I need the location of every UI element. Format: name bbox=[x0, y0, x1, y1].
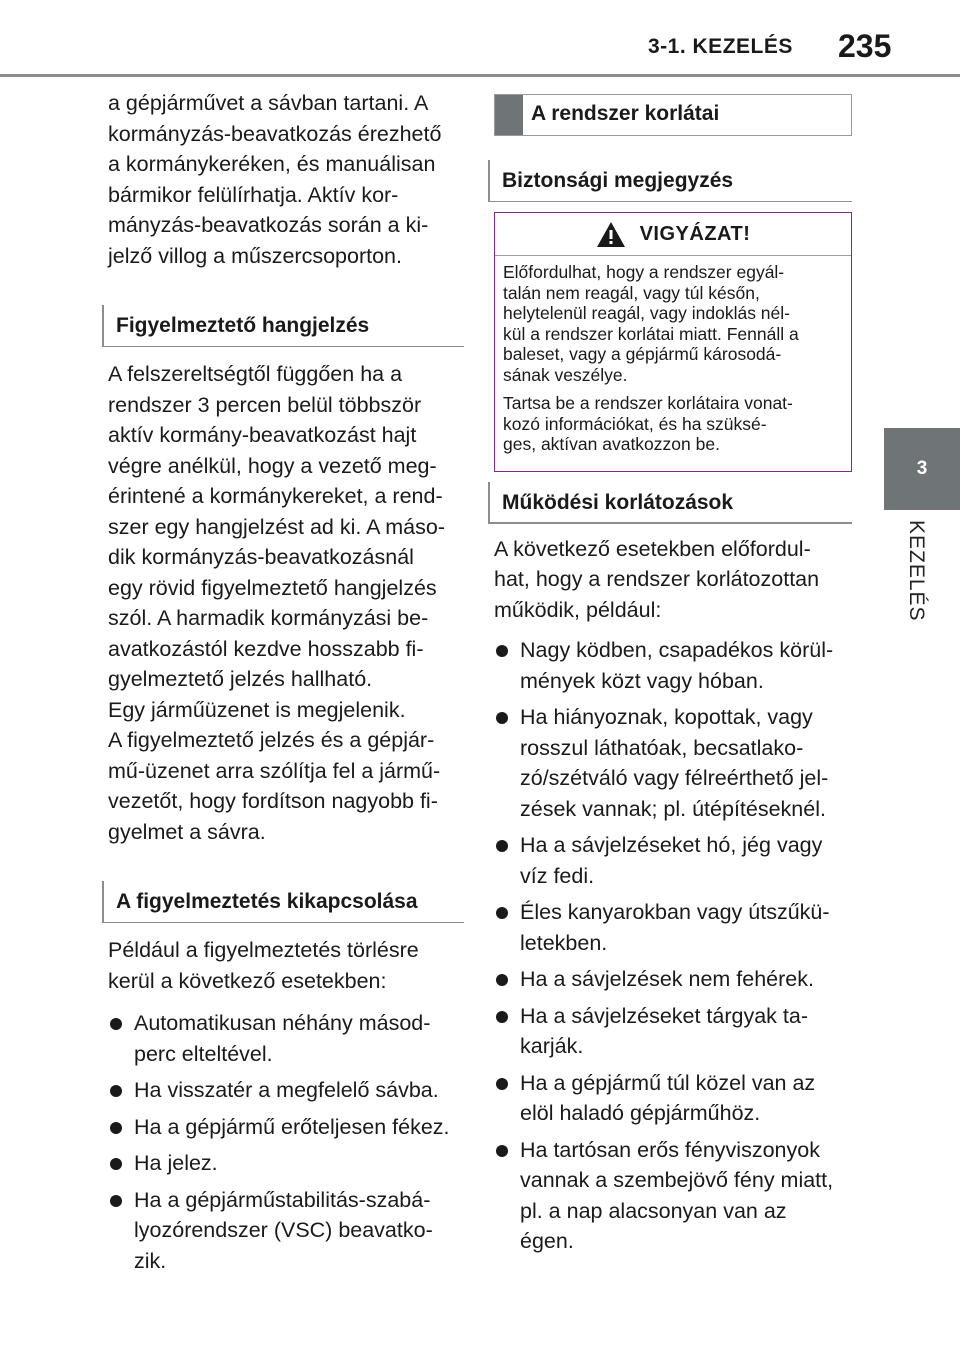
text-line: kozó információkat, és ha szüksé- bbox=[503, 413, 767, 434]
text-line: működik, például: bbox=[494, 597, 662, 622]
text-line: szer egy hangjelzést ad ki. A máso- bbox=[108, 514, 446, 539]
list-item bbox=[108, 1075, 464, 1106]
text-line: Automatikusan néhány másod- bbox=[134, 1011, 431, 1035]
page-number: 235 bbox=[838, 28, 892, 64]
text-line: helytelenül reagál, vagy indoklás nél- bbox=[503, 303, 790, 323]
text-line: víz fedi. bbox=[520, 863, 595, 888]
section-heading-box bbox=[494, 94, 852, 136]
chapter-tab-label: KEZELÉS bbox=[905, 520, 928, 622]
warning-title: VIGYÁZAT! bbox=[639, 222, 751, 245]
text-line: Ha a gépjármű túl közel van az bbox=[520, 1070, 816, 1095]
text-line: zések vannak; pl. útépítéseknél. bbox=[520, 796, 826, 821]
list-item bbox=[108, 1112, 464, 1143]
text-line: hat, hogy a rendszer korlátozottan bbox=[494, 567, 820, 591]
limits-list bbox=[494, 635, 852, 1257]
limits-paragraph bbox=[494, 534, 852, 626]
text-line: ges, aktívan avatkozzon be. bbox=[503, 434, 720, 454]
warning-triangle-icon bbox=[596, 221, 626, 248]
list-item bbox=[494, 1068, 852, 1129]
text-line: kül a rendszer korlátai miatt. Fennáll a bbox=[503, 323, 799, 344]
text-line: A felszereltségtől függően ha a bbox=[108, 362, 403, 386]
text-line: A figyelmeztető jelzés és a gépjár- bbox=[108, 728, 435, 752]
subheading-operating-limits: Működési korlátozások bbox=[494, 482, 852, 524]
text-line: mények közt vagy hóban. bbox=[520, 668, 764, 693]
heading-accent-bar bbox=[495, 95, 523, 135]
text-line: gyelmet a sávra. bbox=[108, 819, 266, 844]
warning-paragraph bbox=[503, 393, 843, 455]
text-line: zó/szétváló vagy félreérthető jel- bbox=[520, 766, 829, 790]
list-item bbox=[494, 702, 852, 824]
section-title: 3-1. KEZELÉS bbox=[648, 35, 793, 58]
text-line: Ha jelez. bbox=[134, 1151, 218, 1175]
text-line: baleset, vagy a gépjármű károsodá- bbox=[503, 344, 782, 364]
text-line: letekben. bbox=[520, 930, 608, 955]
text-line: Ha a sávjelzéseket tárgyak ta- bbox=[520, 1003, 808, 1028]
list-item bbox=[494, 635, 852, 696]
text-line: kormányzás-beavatkozás érezhető bbox=[108, 121, 442, 146]
subheading-safety-note: Biztonsági megjegyzés bbox=[494, 160, 852, 202]
text-line: lyozórendszer (VSC) beavatko- bbox=[134, 1218, 433, 1242]
text-line: Ha a sávjelzések nem fehérek. bbox=[520, 967, 814, 991]
warning-off-paragraph bbox=[108, 935, 464, 996]
text-line: karják. bbox=[520, 1034, 584, 1058]
list-item bbox=[108, 1148, 464, 1179]
subheading-warning-sound: Figyelmeztető hangjelzés bbox=[108, 305, 464, 347]
text-line: Éles kanyarokban vagy útszűkü- bbox=[520, 900, 830, 924]
left-column bbox=[108, 88, 464, 1282]
right-column bbox=[494, 94, 852, 1263]
text-line: Ha hiányoznak, kopottak, vagy bbox=[520, 705, 813, 729]
warning-paragraph bbox=[503, 262, 843, 385]
text-line: elöl haladó gépjárműhöz. bbox=[520, 1101, 761, 1125]
warning-box bbox=[494, 212, 852, 472]
text-line: dik kormányzás-beavatkozásnál bbox=[108, 545, 414, 569]
text-line: érintené a kormánykereket, a rend- bbox=[108, 484, 443, 508]
text-line: pl. a nap alacsonyan van az bbox=[520, 1198, 787, 1223]
text-line: mányzás-beavatkozás során a ki- bbox=[108, 213, 429, 237]
text-line: Ha a gépjármű erőteljesen fékez. bbox=[134, 1114, 450, 1139]
cancel-conditions-list bbox=[108, 1008, 464, 1276]
list-item bbox=[108, 1185, 464, 1277]
text-line: talán nem reagál, vagy túl későn, bbox=[503, 282, 760, 303]
text-line: perc elteltével. bbox=[134, 1041, 273, 1066]
text-line: aktív kormány-beavatkozást hajt bbox=[108, 423, 417, 447]
list-item bbox=[494, 964, 852, 995]
list-item bbox=[108, 1008, 464, 1069]
chapter-tab: 3 bbox=[884, 428, 960, 510]
intro-paragraph bbox=[108, 88, 464, 271]
text-line: vannak a szembejövő fény miatt, bbox=[520, 1168, 834, 1192]
list-item bbox=[494, 830, 852, 891]
text-line: Előfordulhat, hogy a rendszer egyál- bbox=[503, 262, 785, 282]
text-line: vezetőt, hogy fordítson nagyobb fi- bbox=[108, 789, 438, 813]
section-heading: A rendszer korlátai bbox=[531, 102, 720, 125]
text-line: gyelmeztető jelzés hallható. bbox=[108, 667, 373, 691]
text-line: sának veszélye. bbox=[503, 364, 628, 385]
text-line: rosszul láthatóak, becsatlako- bbox=[520, 735, 804, 760]
text-line: végre anélkül, hogy a vezető meg- bbox=[108, 453, 437, 478]
text-line: bármikor felülírhatja. Aktív kor- bbox=[108, 182, 399, 207]
subheading-warning-off: A figyelmeztetés kikapcsolása bbox=[108, 881, 464, 923]
text-line: Egy járműüzenet is megjelenik. bbox=[108, 697, 406, 722]
text-line: szól. A harmadik kormányzási be- bbox=[108, 606, 429, 630]
text-line: zik. bbox=[134, 1248, 167, 1273]
warning-header bbox=[495, 213, 851, 256]
text-line: a kormánykeréken, és manuálisan bbox=[108, 152, 436, 176]
text-line: Ha a sávjelzéseket hó, jég vagy bbox=[520, 833, 823, 857]
list-item bbox=[494, 897, 852, 958]
text-line: Tartsa be a rendszer korlátaira vonat- bbox=[503, 393, 793, 413]
header-divider bbox=[0, 74, 960, 77]
text-line: a gépjárművet a sávban tartani. A bbox=[108, 91, 429, 115]
list-item bbox=[494, 1001, 852, 1062]
text-line: Ha tartósan erős fényviszonyok bbox=[520, 1137, 820, 1162]
text-line: kerül a következő esetekben: bbox=[108, 968, 387, 993]
warning-body bbox=[495, 256, 851, 471]
text-line: Ha a gépjárműstabilitás-szabá- bbox=[134, 1187, 431, 1212]
text-line: mű-üzenet arra szólítja fel a jármű- bbox=[108, 758, 441, 783]
warning-sound-paragraph bbox=[108, 359, 464, 847]
text-line: rendszer 3 percen belül többször bbox=[108, 392, 422, 417]
list-item bbox=[494, 1135, 852, 1257]
text-line: egy rövid figyelmeztető hangjelzés bbox=[108, 575, 437, 600]
text-line: jelző villog a műszercsoporton. bbox=[108, 243, 402, 268]
text-line: égen. bbox=[520, 1229, 574, 1253]
text-line: Például a figyelmeztetés törlésre bbox=[108, 938, 419, 962]
text-line: Nagy ködben, csapadékos körül- bbox=[520, 638, 834, 662]
text-line: avatkozástól kezdve hosszabb fi- bbox=[108, 636, 424, 661]
text-line: A következő esetekben előfordul- bbox=[494, 536, 811, 561]
text-line: Ha visszatér a megfelelő sávba. bbox=[134, 1078, 439, 1102]
